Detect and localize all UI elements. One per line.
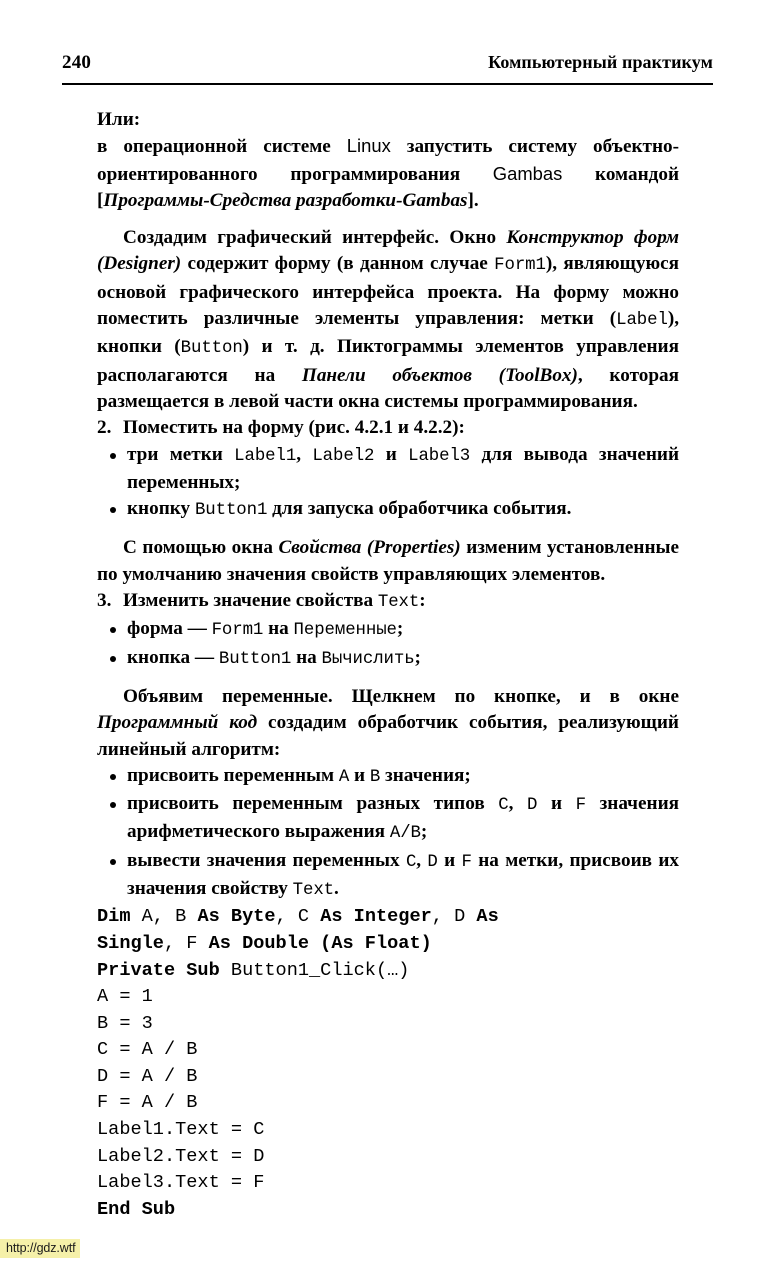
code-identifier: D = A / B [97, 1065, 198, 1087]
code-var-a: A [338, 767, 350, 787]
text-run: , [508, 793, 528, 815]
text-run: три метки [127, 443, 235, 465]
paragraph-linux [97, 133, 679, 214]
code-var-d: D [527, 796, 538, 816]
list-item [97, 645, 679, 673]
text-run: содержит форму (в данном случае [181, 253, 495, 275]
code-label1: Label1 [234, 446, 297, 466]
code-identifier: Label1.Text = C [97, 1119, 265, 1141]
code-keyword: Dim [97, 906, 142, 928]
code-keyword: As Byte [197, 906, 276, 928]
text-run: ; [420, 821, 428, 843]
code-expression-ab: A/B [389, 824, 421, 844]
text-run: и [437, 849, 462, 871]
text-run: ), являющуюся основой графического интерфейса проекта. На форму можно поместить различные элементы управления: метки ( [97, 253, 679, 330]
text-run: создадим обработчик события, реализующий линейный алгоритм: [97, 712, 679, 760]
list-item [97, 616, 679, 644]
text-run: Объявим переменные. Щелкнем по кнопке, и в окне [123, 685, 679, 707]
watermark-url: http://gdz.wtf [0, 1239, 80, 1258]
code-identifier: A, B [141, 906, 198, 928]
text-run: . [334, 878, 339, 900]
code-label2: Label2 [312, 446, 375, 466]
text-run: для запуска обработчика события. [267, 498, 572, 520]
paragraph-variables [97, 684, 679, 763]
code-form1: Form1 [494, 256, 546, 276]
code-identifier: , C [275, 906, 321, 928]
code-var-c: C [498, 796, 509, 816]
term-toolbox: Панели объектов (ToolBox) [301, 364, 578, 386]
text-run: форма — [127, 618, 212, 640]
term-properties: Свойства (Properties) [278, 537, 461, 559]
text-run: вывести значения переменных [127, 849, 406, 871]
text-run: С помощью окна [123, 537, 279, 559]
list-item [97, 763, 679, 791]
code-identifier: B = 3 [97, 1012, 153, 1034]
page-number: 240 [62, 52, 92, 73]
text-run: на [263, 618, 294, 640]
code-identifier: Label2.Text = D [97, 1145, 265, 1167]
code-keyword: As Double (As Float) [208, 932, 432, 954]
text-run: значения; [380, 764, 471, 786]
list-item [97, 791, 679, 848]
text-run: ]. [467, 189, 479, 211]
code-label3: Label3 [408, 446, 471, 466]
text-run: и [349, 764, 370, 786]
header-title: Компьютерный практикум [488, 52, 713, 72]
code-text-prop: Text [377, 593, 420, 613]
text-run: присвоить переменным разных типов [127, 793, 499, 815]
text-run: на метки, присвоив их значения свойству [127, 849, 679, 900]
code-button1: Button1 [194, 501, 268, 521]
code-vychislit: Вычислить [321, 649, 415, 669]
text-run: значения арифметического выражения [127, 793, 680, 843]
text-run: кнопка — [127, 646, 219, 668]
code-gambas: Gambas [492, 162, 563, 184]
text-run: ; [414, 646, 421, 668]
paragraph-designer [97, 225, 679, 415]
code-form1: Form1 [211, 621, 264, 641]
text-run: Создадим графический интерфейс. Окно [123, 227, 507, 249]
list-item [97, 496, 679, 524]
code-var-c: C [405, 852, 417, 872]
code-button: Button [180, 339, 243, 359]
header-divider [62, 83, 713, 85]
code-identifier: A = 1 [97, 986, 153, 1008]
code-identifier: F = A / B [97, 1092, 198, 1114]
code-peremennye: Переменные [293, 621, 397, 641]
code-var-f: F [461, 852, 472, 872]
code-identifier: , D [431, 906, 477, 928]
menu-path-italic: Программы-Средства разработки-Gambas [103, 189, 468, 211]
code-var-d: D [427, 852, 438, 872]
list-item [97, 442, 679, 497]
code-keyword: As Integer [320, 906, 432, 928]
code-keyword: As [476, 906, 499, 928]
paragraph-or: Или: [97, 109, 141, 130]
code-identifier: Label3.Text = F [97, 1172, 265, 1194]
numbered-item-2 [97, 415, 679, 441]
numbered-item-3 [97, 588, 679, 616]
code-keyword: End Sub [97, 1198, 176, 1220]
text-run: , которая размещается в левой части окна системы программирования. [97, 364, 679, 412]
text-run: ), кнопки ( [97, 308, 679, 358]
code-identifier: C = A / B [97, 1039, 198, 1061]
page-header [62, 52, 713, 74]
text-run: : [419, 590, 426, 612]
code-keyword: Private Sub [97, 959, 231, 981]
text-run: ) и т. д. Пиктограммы элементов управления располагаются на [97, 336, 679, 386]
code-var-b: B [369, 767, 381, 787]
text-run: командой [ [97, 163, 679, 211]
code-label: Label [616, 311, 668, 331]
code-text-prop: Text [292, 881, 335, 901]
text-run: запустить систему объектно-ориентированного программирования [97, 136, 679, 185]
term-program-code: Программный код [97, 712, 258, 734]
text-run: Изменить значение свойства [123, 590, 378, 612]
page-body [97, 107, 679, 1223]
code-listing [97, 904, 679, 1223]
code-var-f: F [575, 796, 586, 816]
text-run: в операционной системе [97, 136, 347, 158]
text-run: Поместить на форму (рис. 4.2.1 и 4.2.2): [123, 417, 465, 439]
paragraph-properties [97, 535, 679, 588]
code-identifier: Button1_Click(…) [230, 959, 410, 981]
bullet-list-algorithm [97, 763, 679, 904]
text-run: для вывода значений переменных; [127, 443, 679, 493]
text-run: , [416, 849, 428, 871]
text-run: ; [396, 618, 404, 640]
code-identifier: , F [163, 932, 209, 954]
code-button1: Button1 [218, 649, 292, 669]
code-linux: Linux [346, 135, 391, 157]
list-marker: 3. [97, 590, 112, 612]
text-run: и [374, 443, 409, 465]
term-designer: Конструктор форм (Designer) [97, 227, 679, 275]
text-run: изменим установленные по умолчанию значения свойств управляющих элементов. [97, 537, 679, 585]
text-run: кнопку [127, 498, 195, 520]
bullet-list-item3 [97, 616, 679, 673]
list-marker: 2. [97, 417, 112, 439]
bullet-list-item2 [97, 442, 679, 525]
text-run: присвоить переменным [127, 764, 339, 786]
code-keyword: Single [97, 932, 164, 954]
text-run: , [296, 443, 313, 465]
text-run: и [537, 793, 576, 815]
list-item [97, 848, 679, 905]
text-run: на [291, 646, 322, 668]
